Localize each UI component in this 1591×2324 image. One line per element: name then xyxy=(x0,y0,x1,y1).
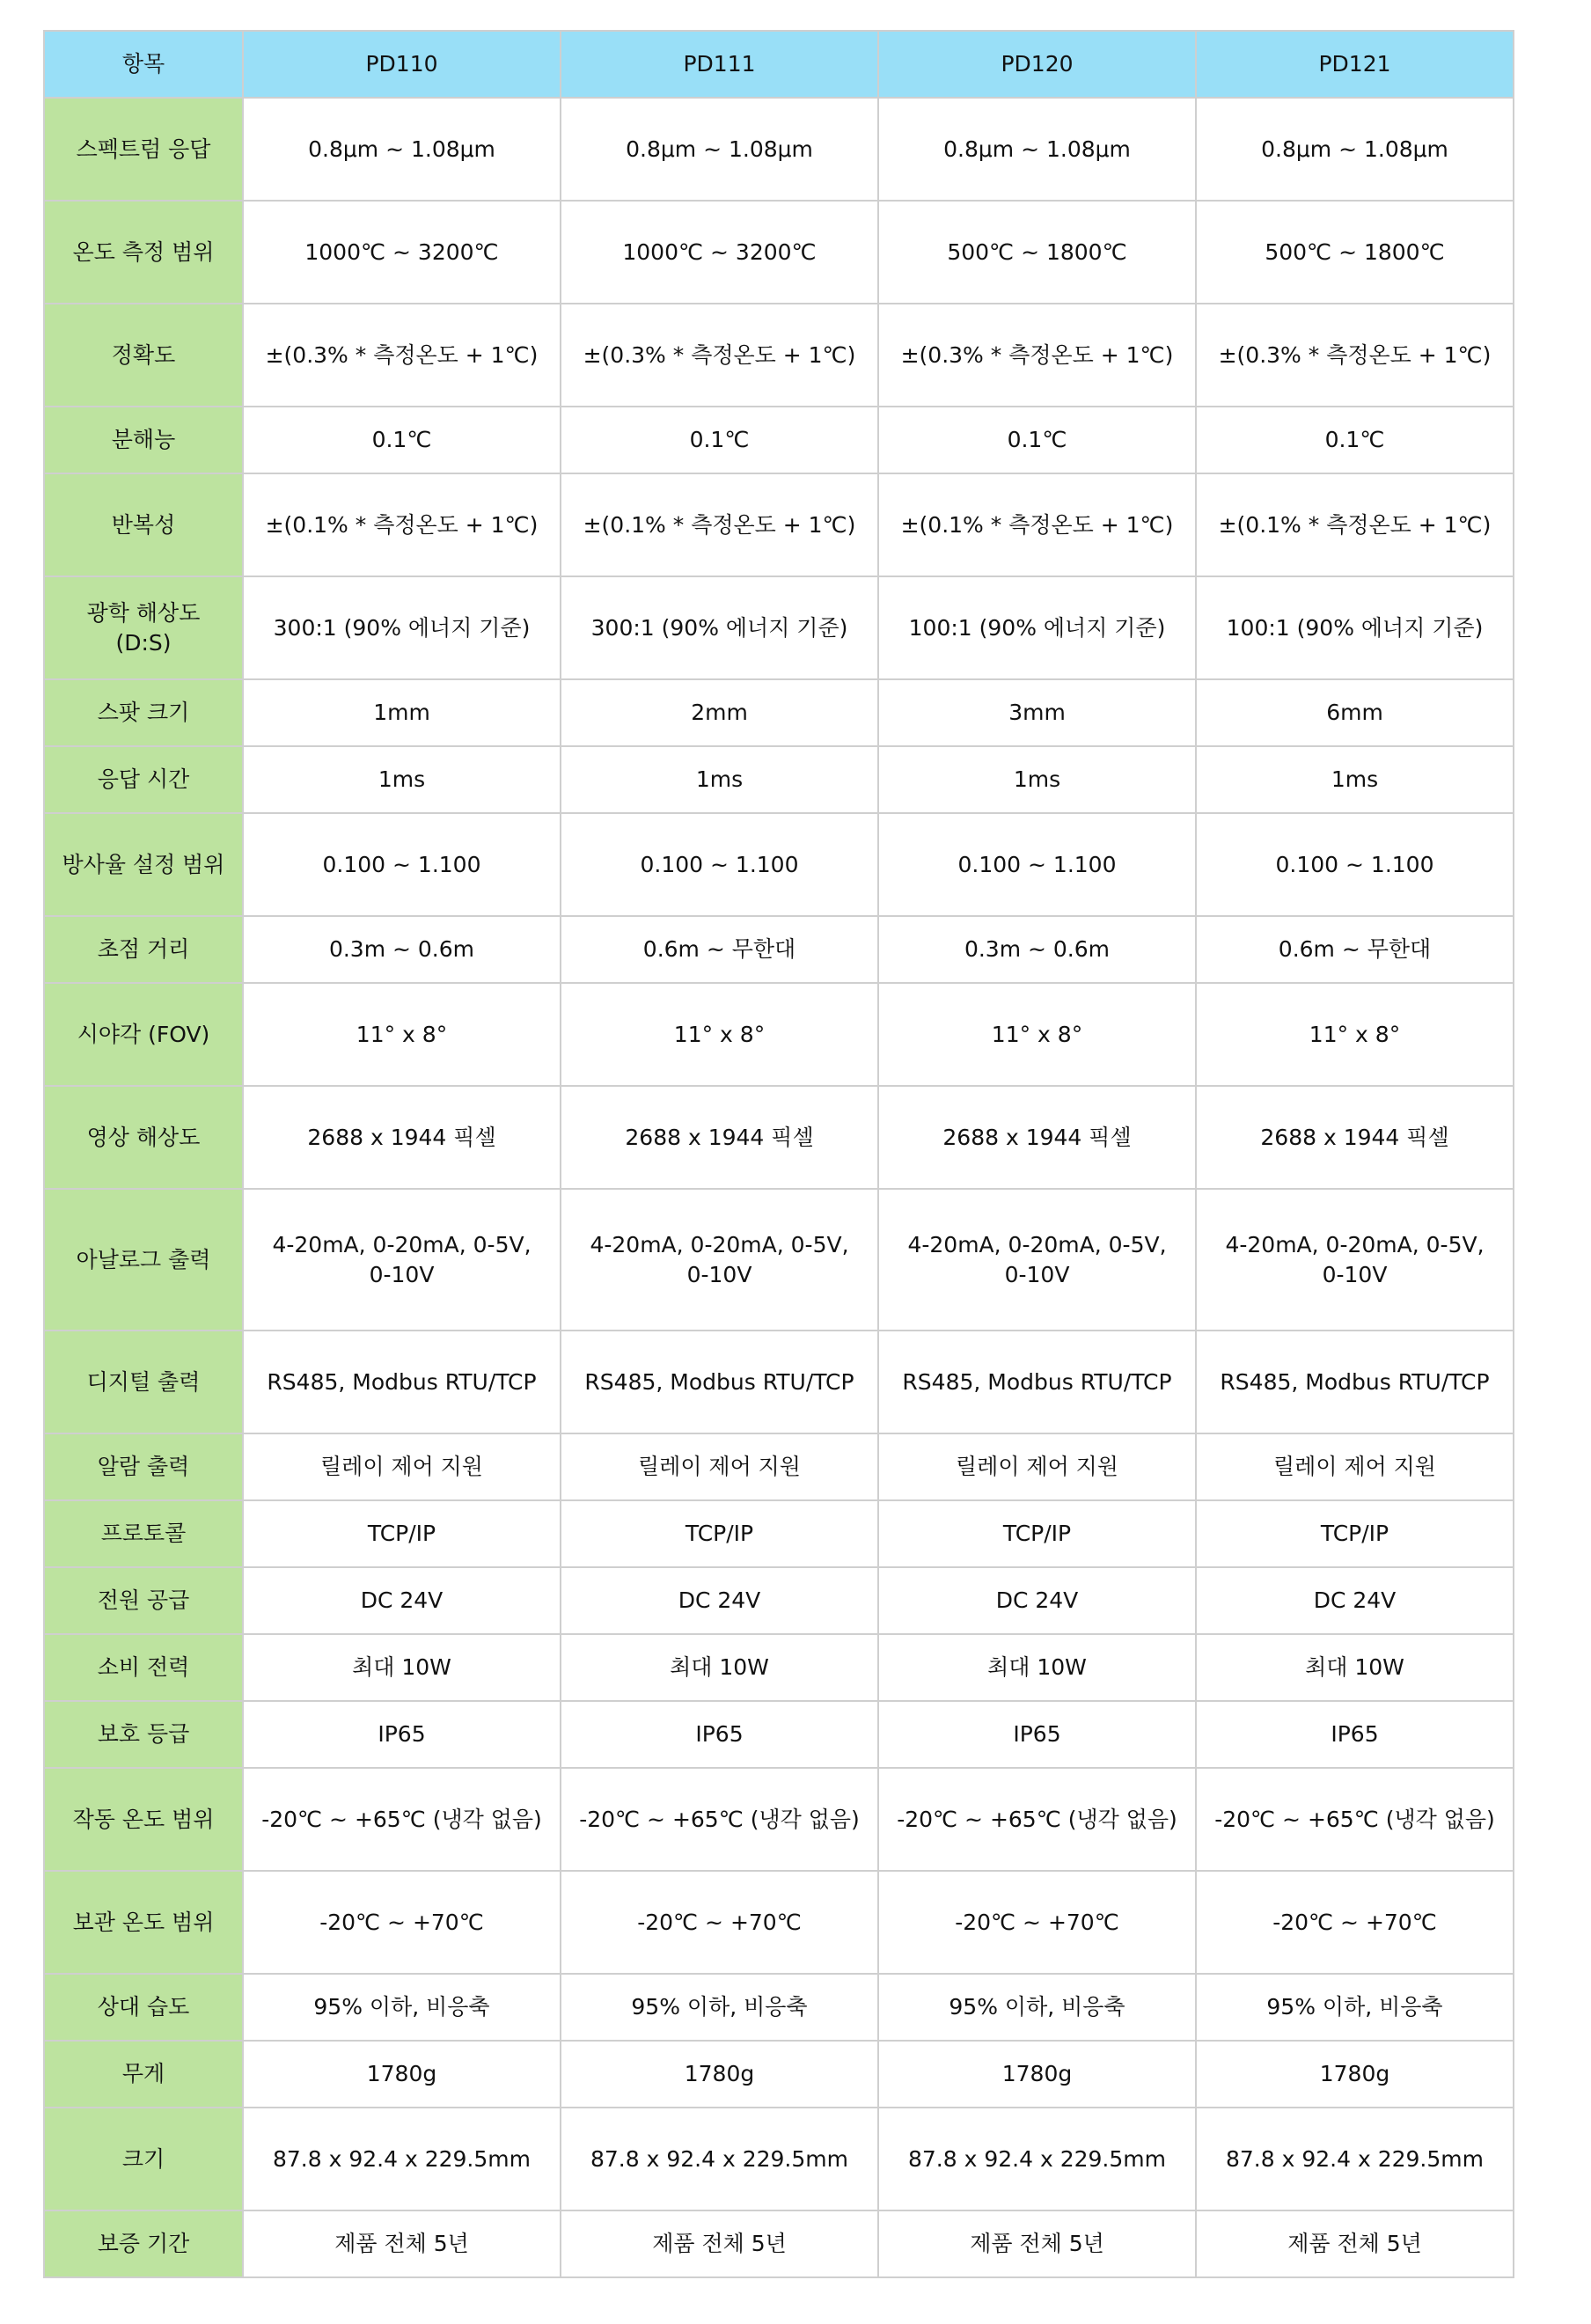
row-label: 정확도 xyxy=(44,304,243,407)
table-cell: -20℃ ~ +70℃ xyxy=(1196,1871,1514,1974)
table-row xyxy=(44,2108,1514,2210)
row-label: 광학 해상도 (D:S) xyxy=(44,576,243,679)
table-cell: 87.8 x 92.4 x 229.5mm xyxy=(878,2108,1196,2210)
table-cell: -20℃ ~ +65℃ (냉각 없음) xyxy=(1196,1768,1514,1871)
table-cell: 11° x 8° xyxy=(561,983,878,1086)
table-cell: 4-20mA, 0-20mA, 0-5V, 0-10V xyxy=(561,1189,878,1331)
table-row xyxy=(44,2210,1514,2277)
table-cell: 4-20mA, 0-20mA, 0-5V, 0-10V xyxy=(243,1189,561,1331)
row-label: 크기 xyxy=(44,2108,243,2210)
table-row xyxy=(44,916,1514,983)
table-cell: 300:1 (90% 에너지 기준) xyxy=(243,576,561,679)
table-cell: 1780g xyxy=(878,2041,1196,2108)
table-cell: RS485, Modbus RTU/TCP xyxy=(561,1331,878,1433)
table-cell: TCP/IP xyxy=(878,1500,1196,1567)
table-row xyxy=(44,679,1514,746)
table-row xyxy=(44,1433,1514,1500)
row-label: 전원 공급 xyxy=(44,1567,243,1634)
table-row xyxy=(44,304,1514,407)
table-cell: 1780g xyxy=(243,2041,561,2108)
table-cell: ±(0.3% * 측정온도 + 1℃) xyxy=(243,304,561,407)
row-label: 초점 거리 xyxy=(44,916,243,983)
table-cell: IP65 xyxy=(243,1701,561,1768)
table-cell: RS485, Modbus RTU/TCP xyxy=(1196,1331,1514,1433)
table-row xyxy=(44,1567,1514,1634)
row-label: 온도 측정 범위 xyxy=(44,201,243,304)
table-cell: -20℃ ~ +70℃ xyxy=(243,1871,561,1974)
row-label: 프로토콜 xyxy=(44,1500,243,1567)
row-label: 소비 전력 xyxy=(44,1634,243,1701)
table-cell: -20℃ ~ +70℃ xyxy=(878,1871,1196,1974)
row-label: 응답 시간 xyxy=(44,746,243,813)
table-cell: 300:1 (90% 에너지 기준) xyxy=(561,576,878,679)
table-cell: 100:1 (90% 에너지 기준) xyxy=(878,576,1196,679)
table-row xyxy=(44,576,1514,679)
table-cell: 2688 x 1944 픽셀 xyxy=(243,1086,561,1189)
table-cell: 릴레이 제어 지원 xyxy=(878,1433,1196,1500)
table-cell: 500℃ ~ 1800℃ xyxy=(878,201,1196,304)
table-cell: 1000℃ ~ 3200℃ xyxy=(243,201,561,304)
table-cell: 0.3m ~ 0.6m xyxy=(243,916,561,983)
table-cell: 4-20mA, 0-20mA, 0-5V, 0-10V xyxy=(1196,1189,1514,1331)
table-cell: 최대 10W xyxy=(561,1634,878,1701)
table-cell: 4-20mA, 0-20mA, 0-5V, 0-10V xyxy=(878,1189,1196,1331)
row-label: 알람 출력 xyxy=(44,1433,243,1500)
table-row xyxy=(44,98,1514,201)
table-header xyxy=(44,31,1514,98)
table-cell: 릴레이 제어 지원 xyxy=(561,1433,878,1500)
header-model-1: PD110 xyxy=(243,31,561,98)
table-cell: TCP/IP xyxy=(243,1500,561,1567)
table-cell: 최대 10W xyxy=(243,1634,561,1701)
table-cell: 제품 전체 5년 xyxy=(1196,2210,1514,2277)
table-cell: 87.8 x 92.4 x 229.5mm xyxy=(561,2108,878,2210)
table-cell: 1ms xyxy=(1196,746,1514,813)
table-cell: 87.8 x 92.4 x 229.5mm xyxy=(243,2108,561,2210)
table-cell: 1780g xyxy=(561,2041,878,2108)
table-cell: 3mm xyxy=(878,679,1196,746)
table-cell: 95% 이하, 비응축 xyxy=(1196,1974,1514,2041)
table-cell: 0.3m ~ 0.6m xyxy=(878,916,1196,983)
table-row xyxy=(44,407,1514,473)
header-model-4: PD121 xyxy=(1196,31,1514,98)
table-cell: 500℃ ~ 1800℃ xyxy=(1196,201,1514,304)
table-cell: -20℃ ~ +65℃ (냉각 없음) xyxy=(243,1768,561,1871)
table-cell: 1780g xyxy=(1196,2041,1514,2108)
table-cell: 0.1℃ xyxy=(878,407,1196,473)
table-cell: DC 24V xyxy=(561,1567,878,1634)
row-label: 분해능 xyxy=(44,407,243,473)
table-cell: 0.6m ~ 무한대 xyxy=(1196,916,1514,983)
table-cell: 0.100 ~ 1.100 xyxy=(878,813,1196,916)
table-row xyxy=(44,1871,1514,1974)
row-label: 보증 기간 xyxy=(44,2210,243,2277)
table-cell: -20℃ ~ +65℃ (냉각 없음) xyxy=(878,1768,1196,1871)
table-cell: DC 24V xyxy=(243,1567,561,1634)
table-cell: 2688 x 1944 픽셀 xyxy=(1196,1086,1514,1189)
table-cell: IP65 xyxy=(1196,1701,1514,1768)
table-cell: 제품 전체 5년 xyxy=(878,2210,1196,2277)
table-cell: ±(0.1% * 측정온도 + 1℃) xyxy=(561,473,878,576)
table-cell: 87.8 x 92.4 x 229.5mm xyxy=(1196,2108,1514,2210)
table-cell: 0.8μm ~ 1.08μm xyxy=(878,98,1196,201)
table-row xyxy=(44,1086,1514,1189)
table-cell: 릴레이 제어 지원 xyxy=(243,1433,561,1500)
table-row xyxy=(44,473,1514,576)
row-label: 상대 습도 xyxy=(44,1974,243,2041)
table-cell: 100:1 (90% 에너지 기준) xyxy=(1196,576,1514,679)
table-cell: IP65 xyxy=(561,1701,878,1768)
table-cell: 0.100 ~ 1.100 xyxy=(243,813,561,916)
table-cell: 6mm xyxy=(1196,679,1514,746)
table-cell: 95% 이하, 비응축 xyxy=(878,1974,1196,2041)
table-cell: 1mm xyxy=(243,679,561,746)
row-label: 스펙트럼 응답 xyxy=(44,98,243,201)
table-cell: 0.100 ~ 1.100 xyxy=(1196,813,1514,916)
table-cell: 2688 x 1944 픽셀 xyxy=(878,1086,1196,1189)
row-label: 방사율 설정 범위 xyxy=(44,813,243,916)
spec-table xyxy=(43,30,1514,2278)
table-cell: 0.8μm ~ 1.08μm xyxy=(243,98,561,201)
row-label: 아날로그 출력 xyxy=(44,1189,243,1331)
row-label: 보호 등급 xyxy=(44,1701,243,1768)
table-row xyxy=(44,746,1514,813)
row-label: 스팟 크기 xyxy=(44,679,243,746)
table-cell: 0.1℃ xyxy=(561,407,878,473)
table-cell: 11° x 8° xyxy=(878,983,1196,1086)
table-cell: 11° x 8° xyxy=(1196,983,1514,1086)
table-cell: TCP/IP xyxy=(561,1500,878,1567)
table-row xyxy=(44,1634,1514,1701)
table-cell: ±(0.1% * 측정온도 + 1℃) xyxy=(878,473,1196,576)
table-cell: 0.8μm ~ 1.08μm xyxy=(1196,98,1514,201)
table-row xyxy=(44,1331,1514,1433)
table-row xyxy=(44,1189,1514,1331)
table-row xyxy=(44,983,1514,1086)
table-cell: 95% 이하, 비응축 xyxy=(561,1974,878,2041)
row-label: 무게 xyxy=(44,2041,243,2108)
table-cell: ±(0.1% * 측정온도 + 1℃) xyxy=(1196,473,1514,576)
table-cell: ±(0.3% * 측정온도 + 1℃) xyxy=(1196,304,1514,407)
row-label: 영상 해상도 xyxy=(44,1086,243,1189)
table-cell: -20℃ ~ +65℃ (냉각 없음) xyxy=(561,1768,878,1871)
table-row xyxy=(44,1974,1514,2041)
table-cell: 1ms xyxy=(878,746,1196,813)
table-cell: TCP/IP xyxy=(1196,1500,1514,1567)
table-row xyxy=(44,1701,1514,1768)
table-cell: DC 24V xyxy=(878,1567,1196,1634)
table-cell: 1ms xyxy=(243,746,561,813)
header-item-label: 항목 xyxy=(44,31,243,98)
table-cell: 0.8μm ~ 1.08μm xyxy=(561,98,878,201)
table-cell: ±(0.1% * 측정온도 + 1℃) xyxy=(243,473,561,576)
row-label: 디지털 출력 xyxy=(44,1331,243,1433)
table-cell: -20℃ ~ +70℃ xyxy=(561,1871,878,1974)
table-cell: 95% 이하, 비응축 xyxy=(243,1974,561,2041)
table-body xyxy=(44,98,1514,2277)
row-label: 반복성 xyxy=(44,473,243,576)
table-cell: 최대 10W xyxy=(878,1634,1196,1701)
header-model-3: PD120 xyxy=(878,31,1196,98)
table-row xyxy=(44,1768,1514,1871)
table-row xyxy=(44,1500,1514,1567)
table-cell: ±(0.3% * 측정온도 + 1℃) xyxy=(561,304,878,407)
header-row xyxy=(44,31,1514,98)
table-cell: 2mm xyxy=(561,679,878,746)
row-label: 보관 온도 범위 xyxy=(44,1871,243,1974)
table-cell: 최대 10W xyxy=(1196,1634,1514,1701)
row-label: 작동 온도 범위 xyxy=(44,1768,243,1871)
row-label: 시야각 (FOV) xyxy=(44,983,243,1086)
table-cell: ±(0.3% * 측정온도 + 1℃) xyxy=(878,304,1196,407)
table-cell: 0.6m ~ 무한대 xyxy=(561,916,878,983)
table-cell: 제품 전체 5년 xyxy=(561,2210,878,2277)
table-cell: 1000℃ ~ 3200℃ xyxy=(561,201,878,304)
table-cell: RS485, Modbus RTU/TCP xyxy=(243,1331,561,1433)
table-cell: IP65 xyxy=(878,1701,1196,1768)
table-row xyxy=(44,201,1514,304)
table-row xyxy=(44,813,1514,916)
table-cell: 0.100 ~ 1.100 xyxy=(561,813,878,916)
header-model-2: PD111 xyxy=(561,31,878,98)
table-cell: 0.1℃ xyxy=(1196,407,1514,473)
table-row xyxy=(44,2041,1514,2108)
table-cell: 2688 x 1944 픽셀 xyxy=(561,1086,878,1189)
table-cell: 릴레이 제어 지원 xyxy=(1196,1433,1514,1500)
table-cell: 제품 전체 5년 xyxy=(243,2210,561,2277)
table-cell: 11° x 8° xyxy=(243,983,561,1086)
table-cell: DC 24V xyxy=(1196,1567,1514,1634)
table-cell: 1ms xyxy=(561,746,878,813)
table-cell: RS485, Modbus RTU/TCP xyxy=(878,1331,1196,1433)
table-cell: 0.1℃ xyxy=(243,407,561,473)
